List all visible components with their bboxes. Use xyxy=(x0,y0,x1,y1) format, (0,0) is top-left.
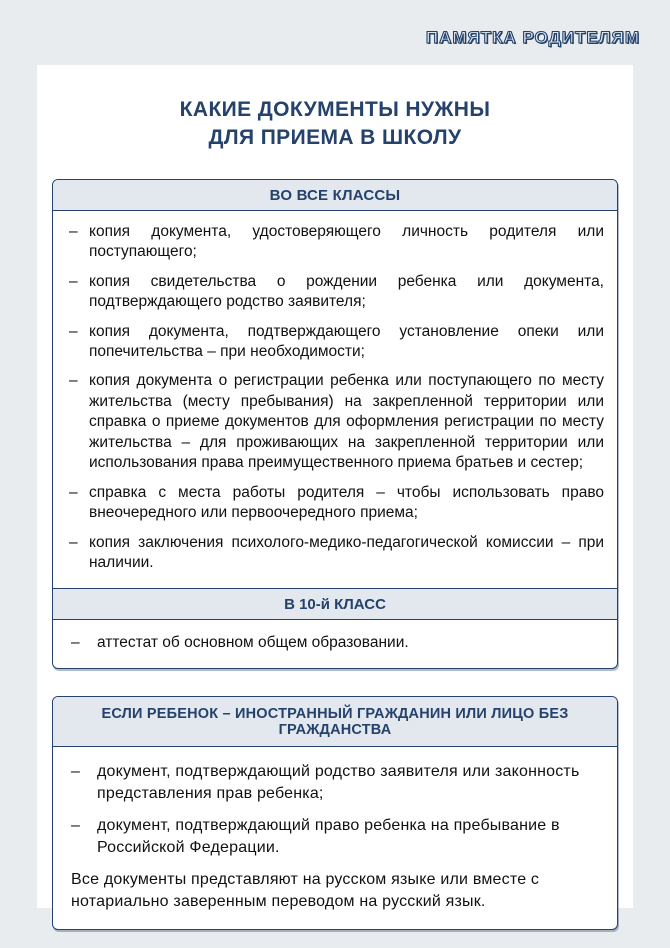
section-grade10-list xyxy=(53,620,617,667)
language-note: Все документы представляют на русском языке или вместе с нотариально заверенным переводом на русский язык. xyxy=(71,871,540,911)
section-foreign-box xyxy=(52,696,618,930)
list-item xyxy=(71,761,604,805)
section-all-grades-box xyxy=(52,179,618,669)
list-item xyxy=(69,483,604,524)
list-item-text: копия заключения психолого-медико-педагогической комиссии – при наличии. xyxy=(89,533,604,572)
dash-bullet: – xyxy=(69,322,78,340)
list-item xyxy=(71,633,604,653)
section-all-grades-header: ВО ВСЕ КЛАССЫ xyxy=(53,180,617,211)
list-item-text: аттестат об основном общем образовании. xyxy=(97,634,409,652)
page-card xyxy=(37,65,633,911)
dash-bullet: – xyxy=(69,533,78,551)
section-foreign-header: ЕСЛИ РЕБЕНОК – ИНОСТРАННЫЙ ГРАЖДАНИН ИЛИ ЛИЦО БЕЗ ГРАЖДАНСТВА xyxy=(53,697,617,747)
section-foreign-list xyxy=(53,747,617,929)
list-item xyxy=(69,533,604,574)
section-all-grades-list xyxy=(53,211,617,589)
dash-bullet: – xyxy=(71,817,81,835)
page-title-line2: ДЛЯ ПРИЕМА В ШКОЛУ xyxy=(208,126,462,150)
dash-bullet: – xyxy=(69,272,78,290)
foreign-items xyxy=(71,761,604,859)
list-item-text: копия документа, удостоверяющего личность родителя или поступающего; xyxy=(89,222,604,261)
dash-bullet: – xyxy=(71,634,80,652)
list-item xyxy=(69,272,604,313)
list-item-text: справка с места работы родителя – чтобы использовать право внеочередного или первоочередного приема; xyxy=(89,483,604,522)
dash-bullet: – xyxy=(69,483,78,501)
memo-badge: ПАМЯТКА РОДИТЕЛЯМ xyxy=(425,28,640,47)
page-title xyxy=(52,96,618,153)
list-item-text: документ, подтверждающий право ребенка на пребывание в Российской Федерации. xyxy=(97,817,560,857)
dash-bullet: – xyxy=(69,222,78,240)
list-item-text: копия документа о регистрации ребенка или поступающего по месту жительства (месту пребывания) на закрепленной территории или справка о приеме документов для оформления регистрации по месту жительства – для проживающих на закрепленной территории или использования права преимущественного приема братьев и сестер; xyxy=(89,372,604,472)
page-title-line1: КАКИЕ ДОКУМЕНТЫ НУЖНЫ xyxy=(179,98,491,121)
list-item xyxy=(69,222,604,263)
list-item-text: копия документа, подтверждающего установление опеки или попечительства – при необходимости; xyxy=(89,322,604,360)
list-item-text: копия свидетельства о рождении ребенка или документа, подтверждающего родство заявителя; xyxy=(89,272,604,311)
list-item xyxy=(69,371,604,473)
list-item xyxy=(71,815,604,859)
list-item xyxy=(69,322,604,363)
list-item-text: документ, подтверждающий родство заявителя или законность представления прав ребенка; xyxy=(97,762,580,803)
dash-bullet: – xyxy=(71,762,81,780)
section-grade10-header: В 10-й КЛАСС xyxy=(53,588,617,620)
dash-bullet: – xyxy=(69,372,78,390)
